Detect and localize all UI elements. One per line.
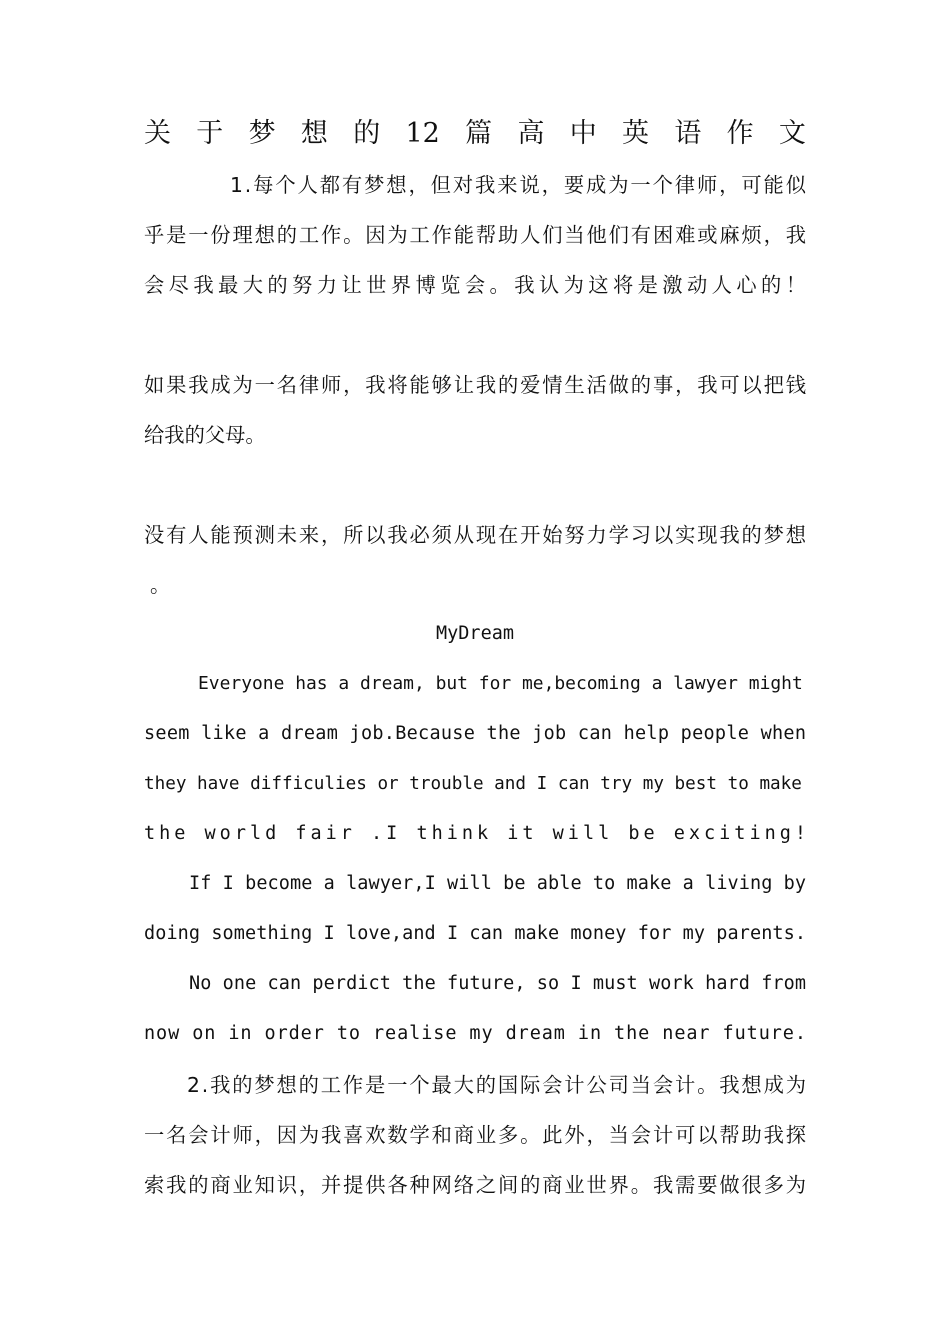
paragraph-line: 。 xyxy=(150,573,171,597)
title-char: 文 xyxy=(778,118,806,149)
paragraph-line: 如果我成为一名律师，我将能够让我的爱情生活做的事，我可以把钱 xyxy=(144,373,808,397)
paragraph-line: 一名会计师，因为我喜欢数学和商业多。此外，当会计可以帮助我探 xyxy=(144,1123,808,1147)
paragraph-line: If I become a lawyer,I will be able to make a living by xyxy=(189,873,807,894)
title-char: 想 xyxy=(300,118,328,149)
title-char: 于 xyxy=(196,118,224,149)
paragraph-line: they have difficulies or trouble and I can try my best to make xyxy=(144,774,802,794)
title-char: 中 xyxy=(569,118,597,149)
title-char: 梦 xyxy=(248,118,276,149)
paragraph-line: 索我的商业知识，并提供各种网络之间的商业世界。我需要做很多为 xyxy=(144,1173,808,1197)
paragraph-line: seem like a dream job.Because the job can help people when xyxy=(144,723,807,744)
title-char: 高 xyxy=(517,118,545,149)
paragraph-line: 会尽我最大的努力让世界博览会。我认为这将是激动人心的！ xyxy=(144,273,811,297)
paragraph-line: 没有人能预测未来，所以我必须从现在开始努力学习以实现我的梦想 xyxy=(144,523,808,547)
paragraph-line: doing something I love,and I can make money for my parents. xyxy=(144,923,807,944)
paragraph-line: the world fair .I think it will be exciting! xyxy=(144,823,810,844)
paragraph-line: 1.每个人都有梦想，但对我来说，要成为一个律师，可能似 xyxy=(230,173,808,197)
title-char: 英 xyxy=(622,118,650,149)
paragraph-line: Everyone has a dream, but for me,becoming a lawyer might xyxy=(198,673,803,694)
paragraph-line: 乎是一份理想的工作。因为工作能帮助人们当他们有困难或麻烦，我 xyxy=(144,223,808,247)
english-essay-title: MyDream xyxy=(436,623,514,644)
document-title xyxy=(144,112,806,156)
title-char: 关 xyxy=(144,118,171,149)
paragraph-line: now on in order to realise my dream in the near future. xyxy=(144,1023,807,1044)
title-char: 12 xyxy=(405,118,440,149)
paragraph-line: 给我的父母。 xyxy=(144,423,266,447)
paragraph-line: 2.我的梦想的工作是一个最大的国际会计公司当会计。我想成为 xyxy=(187,1073,808,1097)
title-char: 作 xyxy=(726,118,754,149)
title-char: 篇 xyxy=(465,118,493,149)
paragraph-line: No one can perdict the future, so I must work hard from xyxy=(189,973,807,994)
title-char: 的 xyxy=(353,118,381,149)
title-char: 语 xyxy=(674,118,702,149)
